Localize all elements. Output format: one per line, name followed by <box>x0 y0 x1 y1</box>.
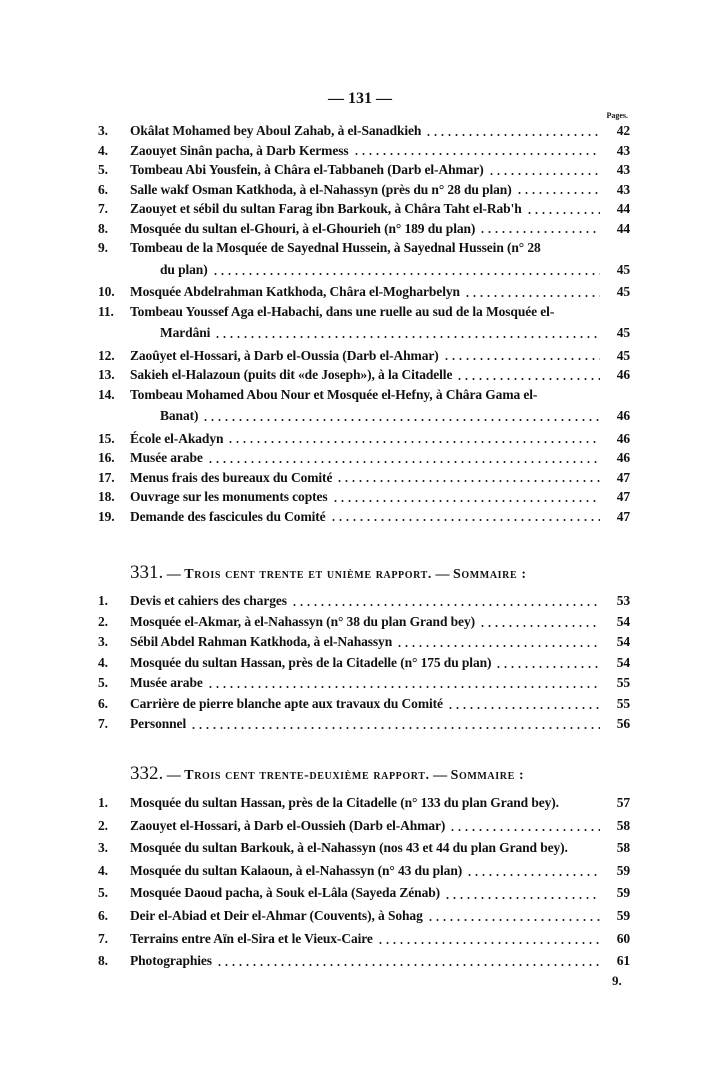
entry-title: Okâlat Mohamed bey Aboul Zahab, à el-Sanadkieh <box>130 123 422 138</box>
toc-line <box>98 860 630 883</box>
entry-page: 60 <box>616 930 630 946</box>
entry-title: Musée arabe <box>130 675 203 690</box>
toc-line <box>98 591 630 612</box>
toc-entry <box>98 448 630 468</box>
toc-line <box>98 219 630 239</box>
dot-leader <box>488 173 600 175</box>
dot-leader <box>190 727 600 729</box>
page-number-header: — 131 — <box>328 90 392 107</box>
entry-page: 45 <box>616 325 630 340</box>
toc-line <box>98 199 630 219</box>
entry-page: 53 <box>616 593 630 608</box>
section-title: Trois cent trente et unième rapport. <box>184 567 432 582</box>
dot-leader <box>336 480 600 482</box>
toc-line <box>98 346 630 366</box>
entry-page: 46 <box>616 408 630 423</box>
section-number: 331. <box>130 562 164 583</box>
entry-title: Mosquée du sultan Hassan, près de la Citadelle (n° 175 du plan) <box>130 654 492 670</box>
entry-page: 47 <box>616 489 630 504</box>
entry-page: 54 <box>616 634 630 649</box>
toc-entry <box>98 905 630 928</box>
toc-line <box>98 160 630 180</box>
toc-entry <box>98 365 630 385</box>
entry-number: 4. <box>98 654 108 670</box>
contents-list-331 <box>98 591 630 735</box>
entry-page: 46 <box>616 430 630 446</box>
entry-title: Mosquée Abdelrahman Katkhoda, Châra el-Mogharbelyn <box>130 284 460 299</box>
dot-leader <box>207 686 600 688</box>
entry-number: 2. <box>98 817 108 833</box>
toc-entry <box>98 487 630 507</box>
dot-leader <box>202 419 600 421</box>
entry-page: 47 <box>616 469 630 485</box>
entry-page: 45 <box>616 261 630 277</box>
pages-column-label: Pages. <box>606 111 628 120</box>
toc-entry <box>98 714 630 735</box>
toc-entry <box>98 282 630 302</box>
entry-title: Menus frais des bureaux du Comité <box>130 469 333 485</box>
entry-page: 55 <box>616 675 630 690</box>
entry-title: Musée arabe <box>130 450 203 465</box>
section-number: 332. <box>130 763 164 784</box>
entry-number: 3. <box>98 840 108 856</box>
toc-entry <box>98 199 630 219</box>
entry-number: 6. <box>98 907 108 923</box>
toc-line <box>98 282 630 302</box>
entry-page: 59 <box>616 862 630 878</box>
toc-entry <box>98 302 630 346</box>
toc-entry <box>98 468 630 488</box>
entry-page: 56 <box>616 716 630 731</box>
entry-title: Personnel <box>130 716 187 731</box>
toc-line-continuation <box>98 321 630 346</box>
toc-entry <box>98 653 630 674</box>
entry-page: 46 <box>616 367 630 382</box>
toc-line <box>98 632 630 653</box>
toc-entry <box>98 591 630 612</box>
toc-line <box>98 487 630 507</box>
entry-title: Sébil Abdel Rahman Katkhoda, à el-Nahassyn <box>130 634 393 649</box>
entry-title: Tombeau de la Mosquée de Sayednal Hussein, à Sayednal Hussein (n° 28 <box>130 240 541 255</box>
entry-page: 43 <box>616 162 630 177</box>
entry-number: 7. <box>98 930 108 946</box>
toc-entry <box>98 632 630 653</box>
toc-line <box>98 612 630 633</box>
dot-leader <box>330 519 600 521</box>
entry-number: 14. <box>98 386 115 402</box>
entry-number: 17. <box>98 469 115 485</box>
entry-number: 10. <box>98 284 115 299</box>
toc-entry <box>98 219 630 239</box>
entry-title-continuation: du plan) <box>160 261 208 277</box>
toc-line-continuation <box>98 404 630 429</box>
entry-title-continuation: Banat) <box>160 408 199 423</box>
dot-leader <box>427 919 600 921</box>
toc-line <box>98 815 630 838</box>
dot-leader <box>353 153 600 155</box>
entry-number: 9. <box>98 240 108 255</box>
entry-number: 4. <box>98 142 108 158</box>
entry-title: Mosquée el-Akmar, à el-Nahassyn (n° 38 du plan Grand bey) <box>130 613 475 629</box>
entry-title-continuation: Mardâni <box>160 325 211 340</box>
dot-leader <box>495 666 600 668</box>
entry-title: Sakieh el-Halazoun (puits dit «de Joseph»), à la Citadelle <box>130 367 453 382</box>
entry-number: 16. <box>98 450 115 465</box>
contents-list-332 <box>98 792 630 973</box>
dot-leader <box>516 192 600 194</box>
entry-number: 3. <box>98 634 108 649</box>
entry-title: Devis et cahiers des charges <box>130 593 287 608</box>
dot-leader <box>479 231 600 233</box>
entry-title: Zaoûyet el-Hossari, à Darb el-Oussia (Darb el-Ahmar) <box>130 347 439 363</box>
entry-number: 1. <box>98 795 108 810</box>
entry-title: Mosquée du sultan Barkouk, à el-Nahassyn (nos 43 et 44 du plan Grand bey). <box>130 840 568 856</box>
entry-page: 45 <box>616 284 630 299</box>
dot-leader <box>563 806 600 808</box>
entry-page: 61 <box>616 953 630 969</box>
entry-page: 44 <box>616 201 630 216</box>
toc-entry <box>98 950 630 973</box>
entry-page: 57 <box>616 795 630 810</box>
entry-number: 2. <box>98 613 108 629</box>
toc-entry <box>98 385 630 429</box>
toc-entry <box>98 429 630 449</box>
entry-title: Tombeau Abi Yousfein, à Châra el-Tabbaneh (Darb el-Ahmar) <box>130 162 484 177</box>
entry-page: 54 <box>616 654 630 670</box>
dash: — <box>435 567 450 582</box>
entry-title: Zaouyet el-Hossari, à Darb el-Oussieh (Darb el-Ahmar) <box>130 817 446 833</box>
entry-page: 54 <box>616 613 630 629</box>
dot-leader <box>444 897 600 899</box>
dot-leader <box>479 625 600 627</box>
toc-line-continuation <box>98 258 630 283</box>
section-heading-331 <box>130 562 630 584</box>
toc-line <box>98 141 630 161</box>
toc-line <box>98 507 630 527</box>
entry-page: 59 <box>616 907 630 923</box>
dot-leader <box>377 942 600 944</box>
entry-number: 5. <box>98 162 108 177</box>
dot-leader <box>449 829 600 831</box>
entry-title: Mosquée du sultan el-Ghouri, à el-Ghourieh (n° 189 du plan) <box>130 220 476 236</box>
entry-title: Tombeau Youssef Aga el-Habachi, dans une ruelle au sud de la Mosquée el- <box>130 303 555 319</box>
toc-entry <box>98 837 630 860</box>
entry-number: 11. <box>98 303 114 319</box>
entry-number: 13. <box>98 367 115 382</box>
dot-leader <box>396 645 600 647</box>
toc-line <box>98 837 630 860</box>
entry-title: Zaouyet Sinân pacha, à Darb Kermess <box>130 142 349 158</box>
entry-number: 18. <box>98 489 115 504</box>
dash: — <box>166 768 181 783</box>
toc-entry <box>98 121 630 141</box>
toc-line <box>98 694 630 715</box>
toc-line <box>98 653 630 674</box>
dot-leader <box>466 874 600 876</box>
toc-entry <box>98 160 630 180</box>
toc-line <box>98 792 630 815</box>
entry-title: Tombeau Mohamed Abou Nour et Mosquée el-Hefny, à Châra Gama el- <box>130 386 538 402</box>
entry-number: 7. <box>98 716 108 731</box>
sommaire-label: Sommaire : <box>450 768 525 783</box>
entry-page: 58 <box>616 817 630 833</box>
dot-leader <box>227 441 600 443</box>
toc-entry <box>98 346 630 366</box>
dot-leader <box>212 273 600 275</box>
dot-leader <box>332 500 600 502</box>
dot-leader <box>447 707 600 709</box>
entry-number: 6. <box>98 181 108 197</box>
entry-title: Zaouyet et sébil du sultan Farag ibn Barkouk, à Châra Taht el-Rab'h <box>130 201 522 216</box>
toc-line <box>98 365 630 385</box>
toc-line <box>98 928 630 951</box>
entry-number: 5. <box>98 675 108 690</box>
entry-title: Salle wakf Osman Katkhoda, à el-Nahassyn (près du n° 28 du plan) <box>130 181 512 197</box>
entry-page: 47 <box>616 508 630 524</box>
dot-leader <box>207 461 600 463</box>
toc-line <box>98 950 630 973</box>
entry-number: 7. <box>98 201 108 216</box>
entry-number: 15. <box>98 430 115 446</box>
entry-title: Ouvrage sur les monuments coptes <box>130 489 328 504</box>
contents-list-top <box>98 121 630 526</box>
entry-title: Deir el-Abiad et Deir el-Ahmar (Couvents), à Sohag <box>130 907 423 923</box>
toc-line <box>98 429 630 449</box>
entry-title: École el-Akadyn <box>130 430 224 446</box>
toc-entry <box>98 238 630 282</box>
dot-leader <box>464 295 600 297</box>
toc-entry <box>98 141 630 161</box>
entry-number: 12. <box>98 347 115 363</box>
toc-line <box>98 180 630 200</box>
sommaire-label: Sommaire : <box>452 567 527 582</box>
toc-line <box>98 882 630 905</box>
toc-entry <box>98 860 630 883</box>
entry-page: 42 <box>616 123 630 138</box>
dash: — <box>166 567 181 582</box>
entry-page: 43 <box>616 181 630 197</box>
entry-page: 55 <box>616 695 630 711</box>
dot-leader <box>443 358 600 360</box>
entry-title: Mosquée du sultan Kalaoun, à el-Nahassyn (n° 43 du plan) <box>130 862 463 878</box>
entry-page: 45 <box>616 347 630 363</box>
entry-number: 3. <box>98 123 108 138</box>
entry-page: 46 <box>616 450 630 465</box>
toc-line <box>98 714 630 735</box>
section-heading-332 <box>130 763 630 785</box>
entry-title: Mosquée du sultan Hassan, près de la Citadelle (n° 133 du plan Grand bey). <box>130 795 559 810</box>
entry-number: 4. <box>98 862 108 878</box>
dot-leader <box>291 604 600 606</box>
toc-line <box>98 302 630 322</box>
dot-leader <box>425 134 600 136</box>
toc-entry <box>98 507 630 527</box>
toc-entry <box>98 694 630 715</box>
dot-leader <box>572 851 600 853</box>
entry-title: Terrains entre Aïn el-Sira et le Vieux-Caire <box>130 930 373 946</box>
toc-entry <box>98 792 630 815</box>
entry-number: 8. <box>98 220 108 236</box>
toc-line <box>98 905 630 928</box>
toc-entry <box>98 180 630 200</box>
section-title: Trois cent trente-deuxième rapport. <box>184 768 430 783</box>
toc-entry <box>98 815 630 838</box>
entry-number: 5. <box>98 885 108 901</box>
dot-leader <box>216 964 600 966</box>
entry-page: 58 <box>616 840 630 856</box>
entry-page: 44 <box>616 220 630 236</box>
entry-title: Mosquée Daoud pacha, à Souk el-Lâla (Sayeda Zénab) <box>130 885 441 901</box>
toc-line <box>98 238 630 258</box>
entry-number: 6. <box>98 695 108 711</box>
toc-entry <box>98 928 630 951</box>
toc-line <box>98 448 630 468</box>
dash: — <box>433 768 448 783</box>
toc-line <box>98 385 630 405</box>
entry-title: Carrière de pierre blanche apte aux travaux du Comité <box>130 695 443 711</box>
toc-line <box>98 468 630 488</box>
signature-mark: 9. <box>612 973 622 988</box>
dot-leader <box>214 336 600 338</box>
toc-entry <box>98 612 630 633</box>
entry-page: 59 <box>616 885 630 901</box>
toc-entry <box>98 882 630 905</box>
toc-entry <box>98 673 630 694</box>
toc-line <box>98 673 630 694</box>
entry-title: Photographies <box>130 953 212 969</box>
dot-leader <box>456 378 600 380</box>
entry-title: Demande des fascicules du Comité <box>130 508 326 524</box>
entry-number: 8. <box>98 953 108 969</box>
dot-leader <box>526 212 600 214</box>
toc-line <box>98 121 630 141</box>
entry-number: 19. <box>98 508 115 524</box>
entry-number: 1. <box>98 593 108 608</box>
entry-page: 43 <box>616 142 630 158</box>
